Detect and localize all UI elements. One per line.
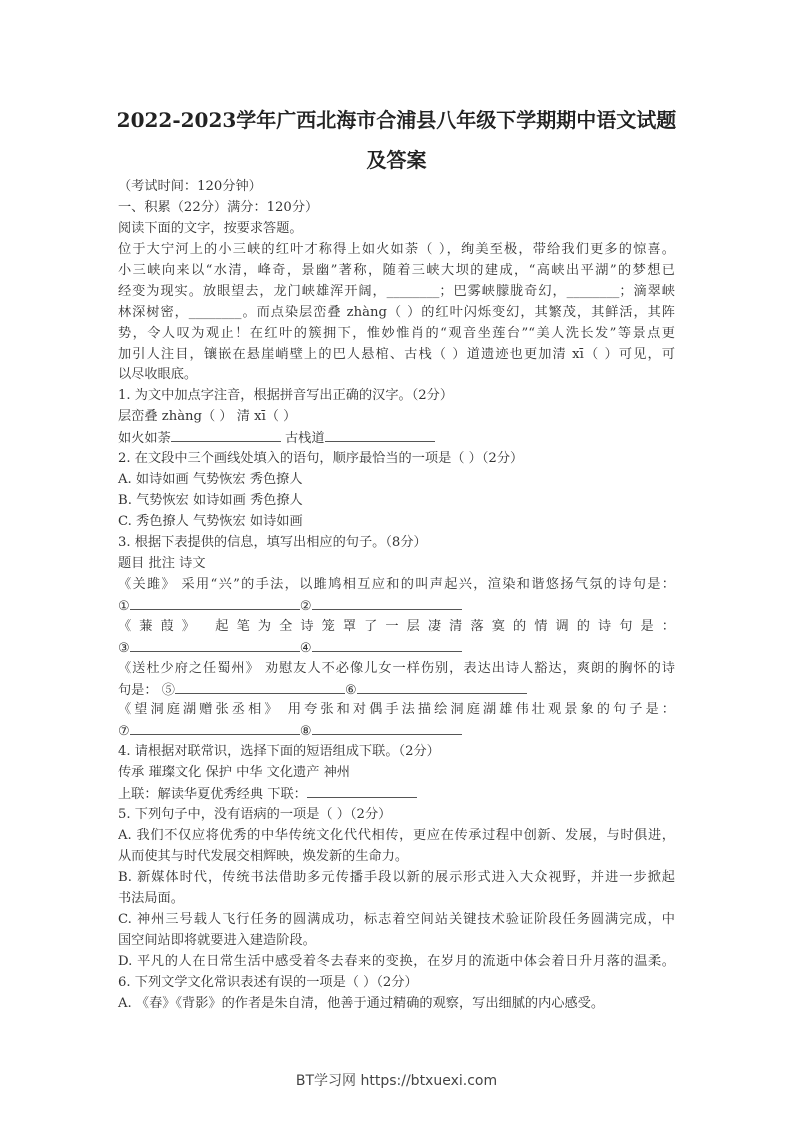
text-line	[118, 449, 675, 470]
text-line	[118, 261, 675, 282]
line-text: B. 气势恢宏 如诗如画 秀色撩人	[118, 493, 303, 509]
text-line	[118, 784, 675, 805]
text-line	[118, 491, 675, 512]
line-text: A. 《春》《背影》的作者是朱自清，他善于通过精确的观察，写出细腻的内心感受。	[118, 995, 605, 1011]
answer-blank[interactable]	[171, 428, 281, 442]
text-line	[118, 575, 675, 596]
line-text: 句是： ⑤	[118, 682, 175, 698]
line-text: ①	[118, 598, 130, 614]
text-line	[118, 282, 675, 303]
answer-blank[interactable]	[130, 596, 300, 610]
line-text: 经变为现实。放眼望去，龙门峡雄浑开阔，________；巴雾峡朦胧奇幻，________；滴翠峡	[118, 283, 675, 299]
line-text: 3. 根据下表提供的信息，填写出相应的句子。（8分）	[118, 534, 427, 550]
line-text: 阅读下面的文字，按要求答题。	[118, 220, 303, 236]
text-line	[118, 700, 675, 721]
line-text: D. 平凡的人在日常生活中感受着冬去春来的变换，在岁月的流逝中体会着日升月落的温柔。	[118, 953, 675, 969]
line-text: 4. 请根据对联常识，选择下面的短语组成下联。（2分）	[118, 744, 440, 760]
line-text: 以尽收眼底。	[118, 367, 198, 383]
line-text: 6. 下列文学文化常识表述有误的一项是（ ）（2分）	[118, 974, 418, 990]
line-text: ③	[118, 640, 130, 656]
line-text: 古栈道	[280, 431, 325, 447]
line-text: （考试时间：120分钟）	[118, 179, 262, 194]
line-text: 《蒹葭》 起笔为全诗笼罩了一层凄清落寞的情调的诗句是：	[118, 618, 675, 634]
answer-blank[interactable]	[312, 596, 462, 610]
line-text: 《送杜少府之任蜀州》 劝慰友人不必像儿女一样伤别，表达出诗人豁达，爽朗的胸怀的诗	[118, 660, 675, 676]
text-line	[118, 868, 675, 889]
text-line	[118, 638, 675, 659]
line-text: 从而使其与时代发展交相辉映，焕发新的生命力。	[118, 849, 409, 864]
text-line	[118, 994, 675, 1015]
line-text: 林深树密，________。而点染层峦叠 zhàng（ ）的红叶闪烁变幻，其繁茂，其鲜活，其阵	[118, 304, 675, 320]
text-line	[118, 847, 675, 868]
text-line	[118, 931, 675, 952]
text-line	[118, 826, 675, 847]
line-text: 位于大宁河上的小三峡的红叶才称得上如火如荼（ ），绚美至极，带给我们更多的惊喜。	[118, 241, 675, 257]
text-line	[118, 177, 675, 198]
footer-watermark: BT学习网 https://btxuexi.com	[295, 1073, 498, 1089]
line-text: C. 神州三号载人飞行任务的圆满成功，标志着空间站关键技术验证阶段任务圆满完成，中	[118, 911, 675, 927]
text-line	[118, 763, 675, 784]
text-line	[118, 240, 675, 261]
text-line	[118, 219, 675, 240]
line-text: 小三峡向来以“水清，峰奇，景幽”著称，随着三峡大坝的建成，“高峡出平湖”的梦想已	[118, 262, 675, 278]
text-line	[118, 470, 675, 491]
text-line	[118, 680, 675, 701]
line-text: 《望洞庭湖赠张丞相》 用夸张和对偶手法描绘洞庭湖雄伟壮观景象的句子是：	[118, 702, 675, 718]
line-text: 加引人注目，镶嵌在悬崖峭壁上的巴人悬棺、古栈（ ）道遗迹也更加清 xī（ ）可见，可	[118, 346, 675, 362]
document-title: 2022-2023学年广西北海市合浦县八年级下学期期中语文试题及答案	[116, 108, 677, 172]
answer-blank[interactable]	[312, 721, 462, 735]
document-body	[118, 177, 675, 1015]
text-line	[118, 324, 675, 345]
line-text: 书法局面。	[118, 890, 184, 906]
text-line	[118, 512, 675, 533]
answer-blank[interactable]	[130, 638, 300, 652]
text-line	[118, 659, 675, 680]
line-text: ④	[299, 640, 312, 656]
line-text: ⑧	[299, 724, 312, 740]
line-text: B. 新媒体时代，传统书法借助多元传播手段以新的展示形式进入大众视野，并进一步掀起	[118, 869, 675, 885]
answer-blank[interactable]	[357, 680, 527, 694]
line-text: 5. 下列句子中，没有语病的一项是（ ）（2分）	[118, 807, 392, 823]
text-line	[118, 386, 675, 407]
line-text: 题目 批注 诗文	[118, 555, 206, 571]
answer-blank[interactable]	[175, 680, 345, 694]
text-line	[118, 407, 675, 428]
text-line	[118, 805, 675, 826]
text-line	[118, 365, 675, 386]
text-line	[118, 973, 675, 994]
line-text: ⑥	[344, 682, 357, 698]
answer-blank[interactable]	[325, 428, 435, 442]
text-line	[118, 303, 675, 324]
text-line	[118, 910, 675, 931]
text-line	[118, 554, 675, 575]
text-line	[118, 198, 675, 219]
line-text: 势，令人叹为观止！在红叶的簇拥下，惟妙惟肖的“观音坐莲台”“美人洗长发”等景点更	[118, 325, 675, 341]
line-text: 《关雎》 采用“兴”的手法，以雎鸠相互应和的叫声起兴，渲染和谐悠扬气氛的诗句是：	[118, 576, 675, 592]
answer-blank[interactable]	[312, 638, 462, 652]
text-line	[118, 533, 675, 554]
line-text: A. 我们不仅应将优秀的中华传统文化代代相传，更应在传承过程中创新、发展，与时俱进，	[118, 828, 675, 844]
text-line	[118, 596, 675, 617]
line-text: A. 如诗如画 气势恢宏 秀色撩人	[118, 472, 303, 488]
text-line	[118, 742, 675, 763]
answer-blank[interactable]	[307, 784, 417, 798]
text-line	[118, 345, 675, 366]
line-text: 一、积累（22分）满分：120分）	[118, 199, 319, 215]
line-text: ②	[299, 598, 312, 614]
text-line	[118, 889, 675, 910]
line-text: 国空间站即将就要进入建造阶段。	[118, 932, 316, 948]
line-text: 传承 璀璨文化 保护 中华 文化遗产 神州	[118, 765, 350, 781]
line-text: 1. 为文中加点字注音，根据拼音写出正确的汉字。（2分）	[118, 388, 454, 404]
text-line	[118, 617, 675, 638]
answer-blank[interactable]	[130, 721, 300, 735]
line-text: 层峦叠 zhàng（ ） 清 xī（ ）	[118, 409, 297, 425]
text-line	[118, 721, 675, 742]
line-text: C. 秀色撩人 气势恢宏 如诗如画	[118, 514, 303, 529]
line-text: 如火如荼	[118, 431, 171, 447]
line-text: 2. 在文段中三个画线处填入的语句，顺序最恰当的一项是（ ）（2分）	[118, 451, 524, 467]
text-line	[118, 952, 675, 973]
line-text: 上联：解读华夏优秀经典 下联：	[118, 787, 307, 803]
text-line	[118, 428, 675, 449]
line-text: ⑦	[118, 724, 130, 740]
